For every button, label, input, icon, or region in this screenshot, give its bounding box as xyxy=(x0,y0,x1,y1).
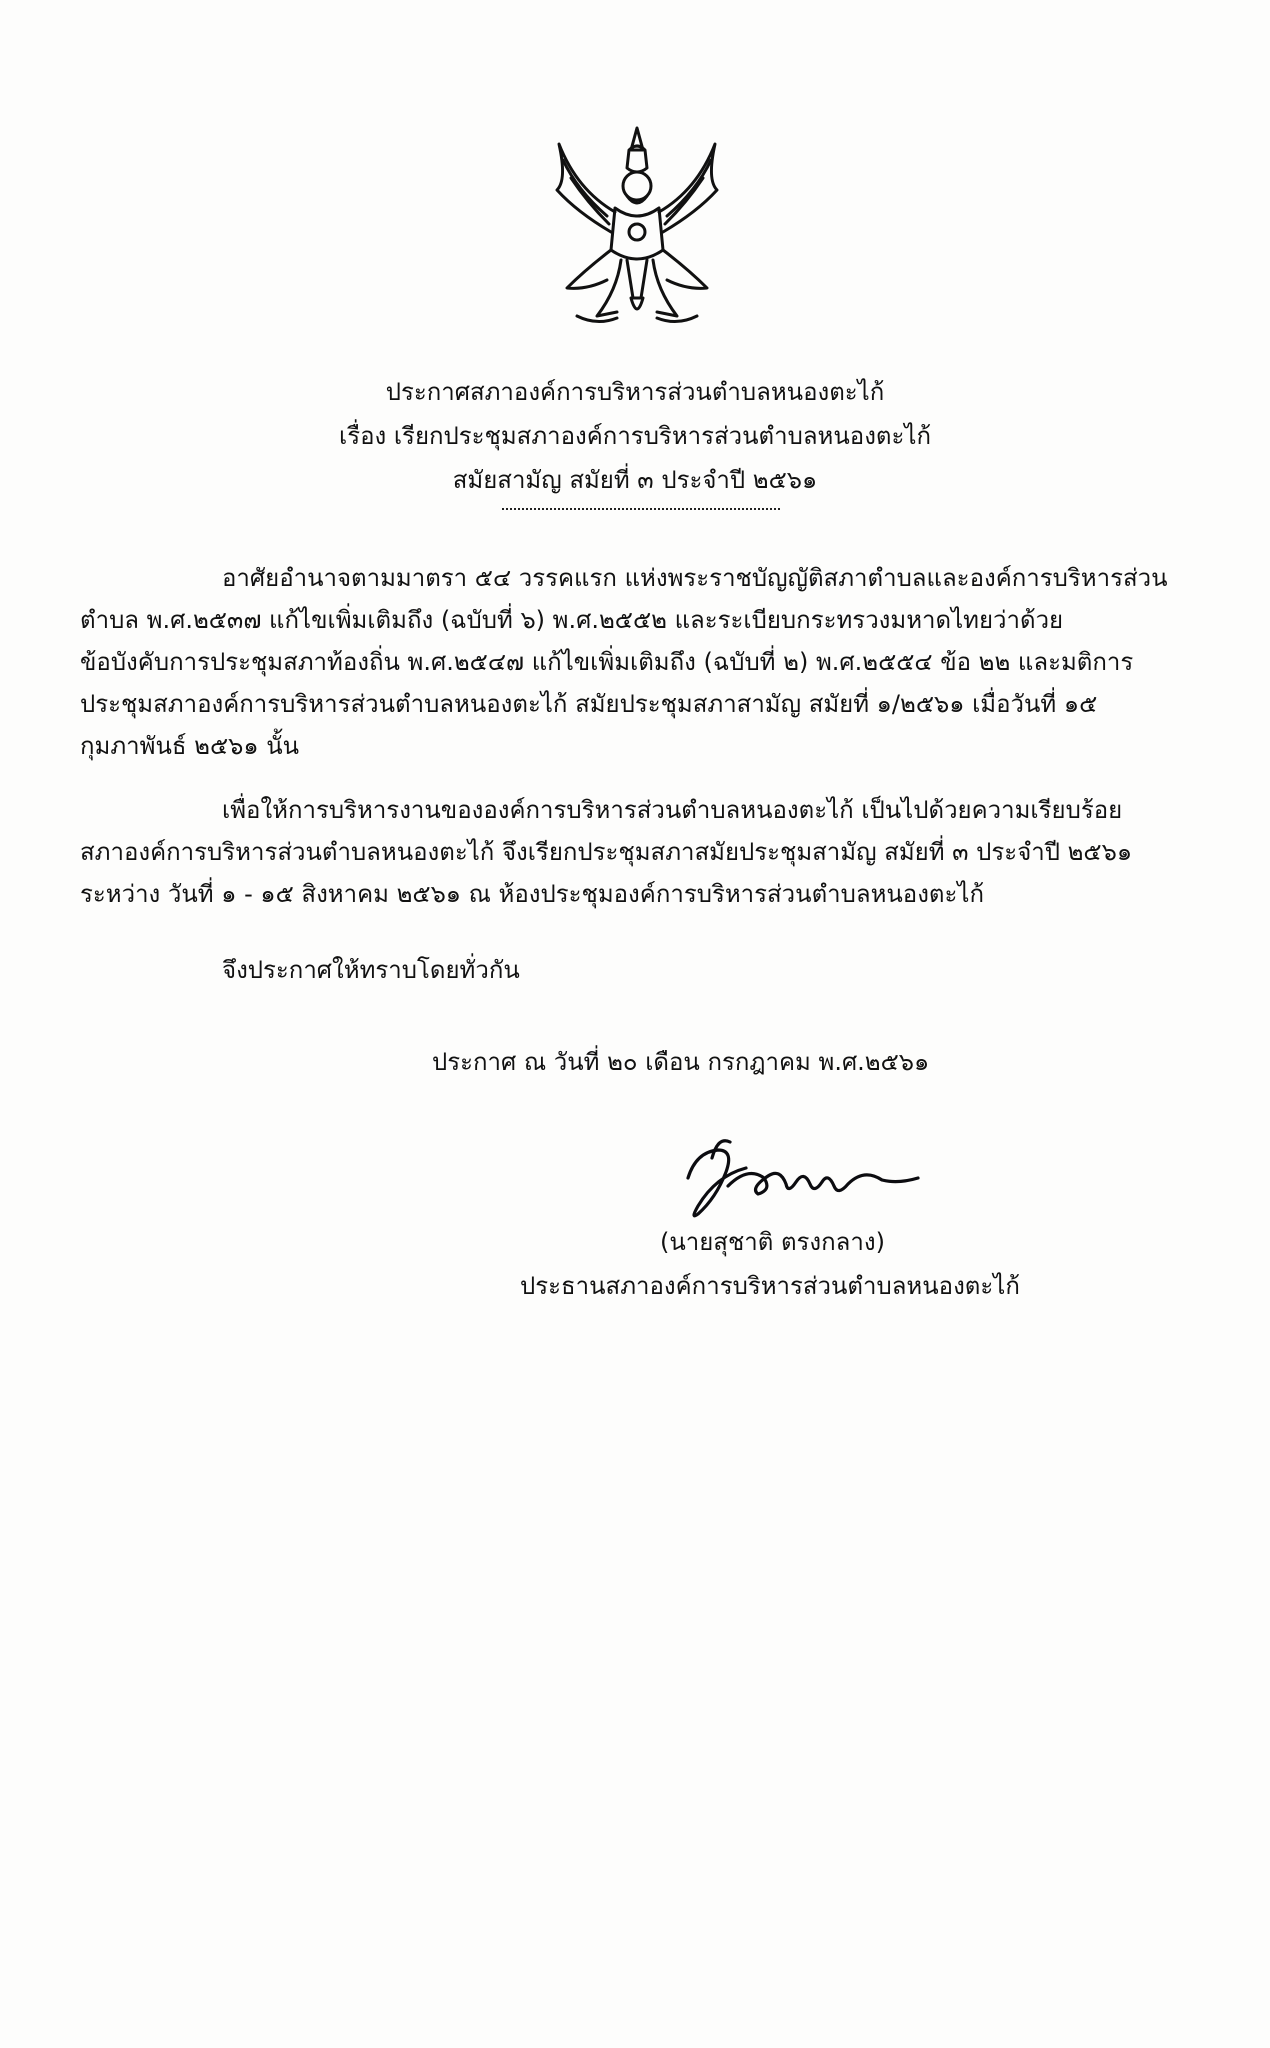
dotted-divider xyxy=(502,508,780,510)
paragraph2-line: สภาองค์การบริหารส่วนตำบลหนองตะไก้ จึงเรียกประชุมสภาสมัยประชุมสามัญ สมัยที่ ๓ ประจำปี ๒๕๖๑ xyxy=(80,838,1133,866)
paragraph1-line: ข้อบังคับการประชุมสภาท้องถิ่น พ.ศ.๒๕๔๗ แก้ไขเพิ่มเติมถึง (ฉบับที่ ๒) พ.ศ.๒๕๕๔ ข้อ ๒๒ และมติการ xyxy=(80,648,1134,676)
paragraph1-line: ประชุมสภาองค์การบริหารส่วนตำบลหนองตะไก้ สมัยประชุมสภาสามัญ สมัยที่ ๑/๒๕๖๑ เมื่อวันที่ ๑๕ xyxy=(80,690,1098,718)
paragraph2-line: เพื่อให้การบริหารงานขององค์การบริหารส่วนตำบลหนองตะไก้ เป็นไปด้วยความเรียบร้อย xyxy=(222,796,1123,824)
paragraph1-line: ตำบล พ.ศ.๒๕๓๗ แก้ไขเพิ่มเติมถึง (ฉบับที่ ๖) พ.ศ.๒๕๕๒ และระเบียบกระทรวงมหาดไทยว่าด้วย xyxy=(80,606,1064,634)
garuda-emblem-icon xyxy=(537,120,737,340)
announcement-session: สมัยสามัญ สมัยที่ ๓ ประจำปี ๒๕๖๑ xyxy=(452,466,818,494)
paragraph2-line: ระหว่าง วันที่ ๑ - ๑๕ สิงหาคม ๒๕๖๑ ณ ห้องประชุมองค์การบริหารส่วนตำบลหนองตะไก้ xyxy=(80,880,985,908)
paragraph1-line: อาศัยอำนาจตามมาตรา ๕๔ วรรคแรก แห่งพระราชบัญญัติสภาตำบลและองค์การบริหารส่วน xyxy=(222,564,1168,592)
paragraph1-line: กุมภาพันธ์ ๒๕๖๑ นั้น xyxy=(80,732,300,760)
signer-name: (นายสุชาติ ตรงกลาง) xyxy=(660,1228,885,1256)
announcement-date: ประกาศ ณ วันที่ ๒๐ เดือน กรกฎาคม พ.ศ.๒๕๖๑ xyxy=(432,1048,930,1076)
announcement-title: ประกาศสภาองค์การบริหารส่วนตำบลหนองตะไก้ xyxy=(385,378,885,406)
announcement-subject: เรื่อง เรียกประชุมสภาองค์การบริหารส่วนตำบลหนองตะไก้ xyxy=(339,422,931,450)
handwritten-signature-icon xyxy=(668,1128,928,1224)
signer-position: ประธานสภาองค์การบริหารส่วนตำบลหนองตะไก้ xyxy=(520,1272,1020,1300)
closing-statement: จึงประกาศให้ทราบโดยทั่วกัน xyxy=(222,956,520,984)
